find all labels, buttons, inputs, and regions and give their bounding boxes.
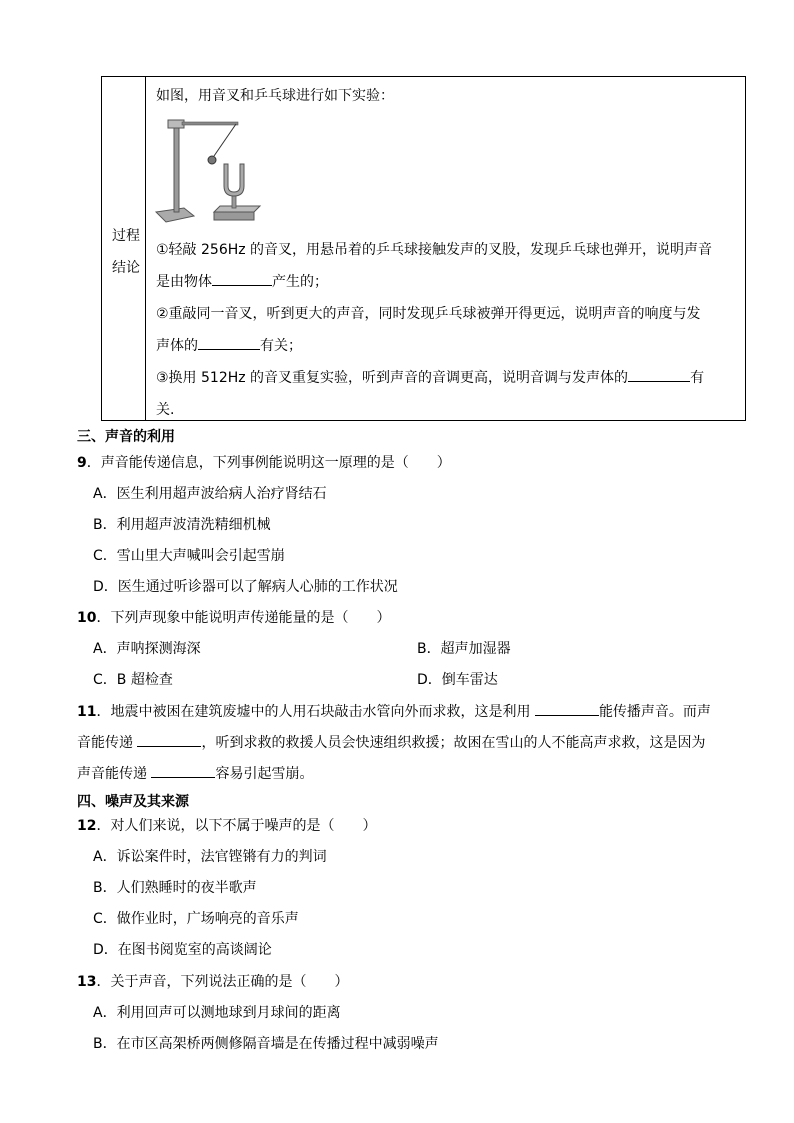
question-number: 13 (77, 974, 97, 990)
q11-text-2a: 音能传递 (77, 735, 133, 751)
experiment-intro: 如图，用音叉和乒乓球进行如下实验： (156, 88, 394, 104)
question-stem: ．对人们来说，以下不属于噪声的是（ ） (96, 818, 377, 834)
label-conclusion: 结论 (112, 260, 140, 276)
step1-line1: ①轻敲 256Hz 的音叉，用悬吊着的乒乓球接触发声的叉股，发现乒乓球也弹开，说明声音 (156, 242, 713, 258)
step2-line2 (156, 335, 302, 355)
step1-text-b: 产生的； (272, 274, 328, 290)
question-stem: ．声音能传递信息，下列事例能说明这一原理的是（ ） (86, 455, 451, 471)
tuning-fork-apparatus-figure (154, 112, 266, 224)
answer-blank-3[interactable] (628, 367, 690, 382)
step3-text-b: 有 (690, 370, 705, 386)
q12-option-d[interactable]: D．在图书阅览室的高谈阔论 (93, 942, 272, 958)
step3-line2: 关. (156, 402, 175, 418)
label-process: 过程 (112, 228, 140, 244)
question-number: 10 (77, 610, 97, 626)
q9-option-c[interactable]: C．雪山里大声喊叫会引起雪崩 (93, 548, 285, 564)
step1-text-a: 是由物体 (156, 274, 212, 290)
question-10 (77, 607, 390, 627)
answer-blank-1[interactable] (212, 271, 272, 286)
step2-text-b: 有关； (260, 338, 302, 354)
q12-option-a[interactable]: A．诉讼案件时，法官铿锵有力的判词 (93, 849, 327, 865)
q12-option-b[interactable]: B．人们熟睡时的夜半歌声 (93, 880, 257, 896)
experiment-label-cell (102, 77, 146, 420)
q9-option-d[interactable]: D．医生通过听诊器可以了解病人心肺的工作状况 (93, 579, 398, 595)
q12-option-c[interactable]: C．做作业时，广场响亮的音乐声 (93, 911, 299, 927)
q9-option-b[interactable]: B．利用超声波清洗精细机械 (93, 517, 271, 533)
question-stem: ．下列声现象中能说明声传递能量的是（ ） (96, 610, 391, 626)
q9-option-a[interactable]: A．医生利用超声波给病人治疗肾结石 (93, 486, 327, 502)
step3-text-a: ③换用 512Hz 的音叉重复实验，听到声音的音调更高，说明音调与发声体的 (156, 370, 629, 386)
answer-blank-q11-3[interactable] (151, 763, 215, 778)
question-stem: ．关于声音，下列说法正确的是（ ） (96, 974, 349, 990)
q10-option-c[interactable]: C．B 超检查 (93, 672, 173, 688)
question-13 (77, 971, 348, 991)
question-11-line3 (77, 763, 313, 783)
question-number: 11 (77, 704, 97, 720)
section-heading-4: 四、噪声及其来源 (77, 794, 189, 810)
question-11-line1 (77, 701, 711, 721)
question-number: 12 (77, 818, 97, 834)
answer-blank-q11-1[interactable] (535, 701, 599, 716)
q10-option-a[interactable]: A．声呐探测海深 (93, 641, 201, 657)
step2-line1: ②重敲同一音叉，听到更大的声音，同时发现乒乓球被弹开得更远，说明声音的响度与发 (156, 306, 701, 322)
q11-text-3b: 容易引起雪崩。 (215, 766, 314, 782)
q10-option-b[interactable]: B．超声加湿器 (417, 641, 511, 657)
section-heading-3: 三、声音的利用 (77, 429, 175, 445)
q13-option-a[interactable]: A．利用回声可以测地球到月球间的距离 (93, 1005, 341, 1021)
step2-text-a: 声体的 (156, 338, 198, 354)
question-12 (77, 815, 376, 835)
q10-option-d[interactable]: D．倒车雷达 (417, 672, 498, 688)
q11-text-2b: ，听到求救的救援人员会快速组织救援；故困在雪山的人不能高声求救，这是因为 (201, 735, 706, 751)
q11-text-1b: 能传播声音。而声 (598, 704, 711, 720)
answer-blank-2[interactable] (198, 335, 260, 350)
q11-text-3a: 声音能传递 (77, 766, 147, 782)
answer-blank-q11-2[interactable] (137, 732, 201, 747)
question-9 (77, 452, 451, 472)
q11-text-1a: ．地震中被困在建筑废墟中的人用石块敲击水管向外而求救，这是利用 (96, 704, 531, 720)
question-11-line2 (77, 732, 705, 752)
q13-option-b[interactable]: B．在市区高架桥两侧修隔音墙是在传播过程中减弱噪声 (93, 1036, 439, 1052)
step1-line2 (156, 271, 328, 291)
question-number: 9 (77, 455, 87, 471)
step3-line1 (156, 367, 704, 387)
